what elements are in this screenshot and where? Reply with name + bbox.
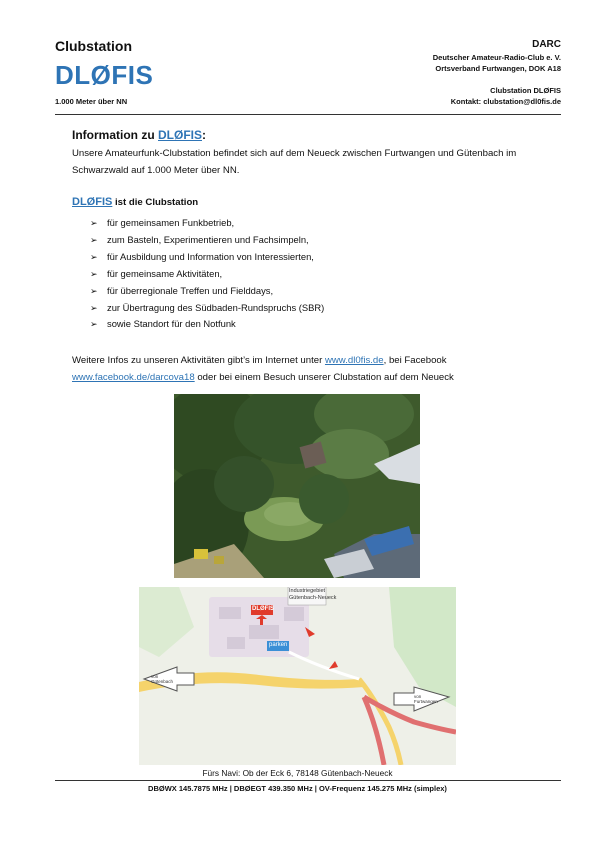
info-heading-suffix: : [202,128,206,142]
facebook-link[interactable]: www.facebook.de/darcova18 [72,371,195,383]
footer-divider [55,780,561,781]
info-heading-callsign-link[interactable]: DLØFIS [158,128,202,142]
map-from-right-2: Furtwangen [414,699,438,704]
arrow-bullet-icon: ➢ [90,234,98,245]
header-title: Clubstation [55,38,132,54]
info-heading [72,128,206,142]
more-info-paragraph [72,353,547,386]
club-heading [72,196,198,208]
footer-frequencies: DBØWX 145.7875 MHz | DBØEGT 439.350 MHz | OV-Frequenz 145.275 MHz (simplex) [148,784,447,793]
arrow-bullet-icon: ➢ [90,285,98,296]
org-full-name: Deutscher Amateur-Radio-Club e. V. [432,53,561,62]
list-item-text: für gemeinsame Aktivitäten, [107,267,223,279]
list-item [90,300,324,317]
arrow-bullet-icon: ➢ [90,268,98,279]
list-item-text: für überregionale Treffen und Fielddays, [107,284,274,296]
list-item [90,249,324,266]
list-item [90,215,324,232]
map-from-left-2: Gütenbach [151,679,174,684]
list-item-text: sowie Standort für den Notfunk [107,318,236,330]
list-item [90,232,324,249]
header-divider [55,114,561,115]
arrow-bullet-icon: ➢ [90,218,98,228]
contact-email: Kontakt: clubstation@dl0fis.de [450,97,561,106]
list-item-text: zum Basteln, Experimentieren und Fachsimpeln, [107,233,309,245]
purpose-list [90,215,324,333]
map-area-label-2: Gütenbach-Neueck [289,595,337,601]
map-from-left-1: von [151,674,159,679]
header-callsign: DLØFIS [55,60,154,90]
arrow-bullet-icon: ➢ [90,319,98,330]
list-item [90,316,324,333]
info-heading-prefix: Information zu [72,128,158,142]
list-item-text: zur Übertragung des Südbaden-Rundspruchs (SBR) [107,301,325,313]
location-map[interactable] [139,587,456,765]
map-from-right-label [414,694,438,704]
station-name: Clubstation DLØFIS [490,86,561,95]
intro-paragraph: Unsere Amateurfunk-Clubstation befindet sich auf dem Neueck zwischen Furtwangen und Gütenbach im Schwarzwald auf 1.000 Meter über NN. [72,148,517,176]
more-info-text-1: Weitere Infos zu unseren Aktivitäten gibt’s im Internet unter [72,355,325,366]
list-item [90,283,324,300]
list-item [90,266,324,283]
more-info-text-3: oder bei einem Besuch unserer Clubstation auf dem Neueck [194,371,454,383]
map-from-left-label [151,674,173,684]
map-station-label[interactable]: DLØFIS [252,606,274,612]
website-link[interactable]: www.dl0fis.de [324,355,384,366]
org-name: DARC [532,39,561,50]
org-district: Ortsverband Furtwangen, DOK A18 [435,64,561,73]
header-org-block [433,38,561,107]
club-callsign-link[interactable]: DLØFIS [72,196,113,208]
more-info-text-2: , bei Facebook [383,355,447,366]
header-subtitle: 1.000 Meter über NN [55,97,128,106]
arrow-bullet-icon: ➢ [90,302,98,313]
aerial-photo [174,394,420,578]
map-area-label [289,588,336,602]
map-from-right-1: von [414,694,422,699]
map-parking-label[interactable]: parken [269,642,288,648]
list-item-text: für Ausbildung und Information von Interessierten, [107,250,314,262]
map-area-label-1: Industriegebiet [289,588,326,594]
map-graphic [139,587,456,765]
arrow-bullet-icon: ➢ [90,251,98,262]
club-heading-text: ist die Clubstation [112,197,199,208]
list-item-text: für gemeinsamen Funkbetrieb, [107,217,235,228]
aerial-photo-graphic [174,394,420,578]
navigation-address: Fürs Navi: Ob der Eck 6, 78148 Gütenbach-Neueck [202,768,393,778]
